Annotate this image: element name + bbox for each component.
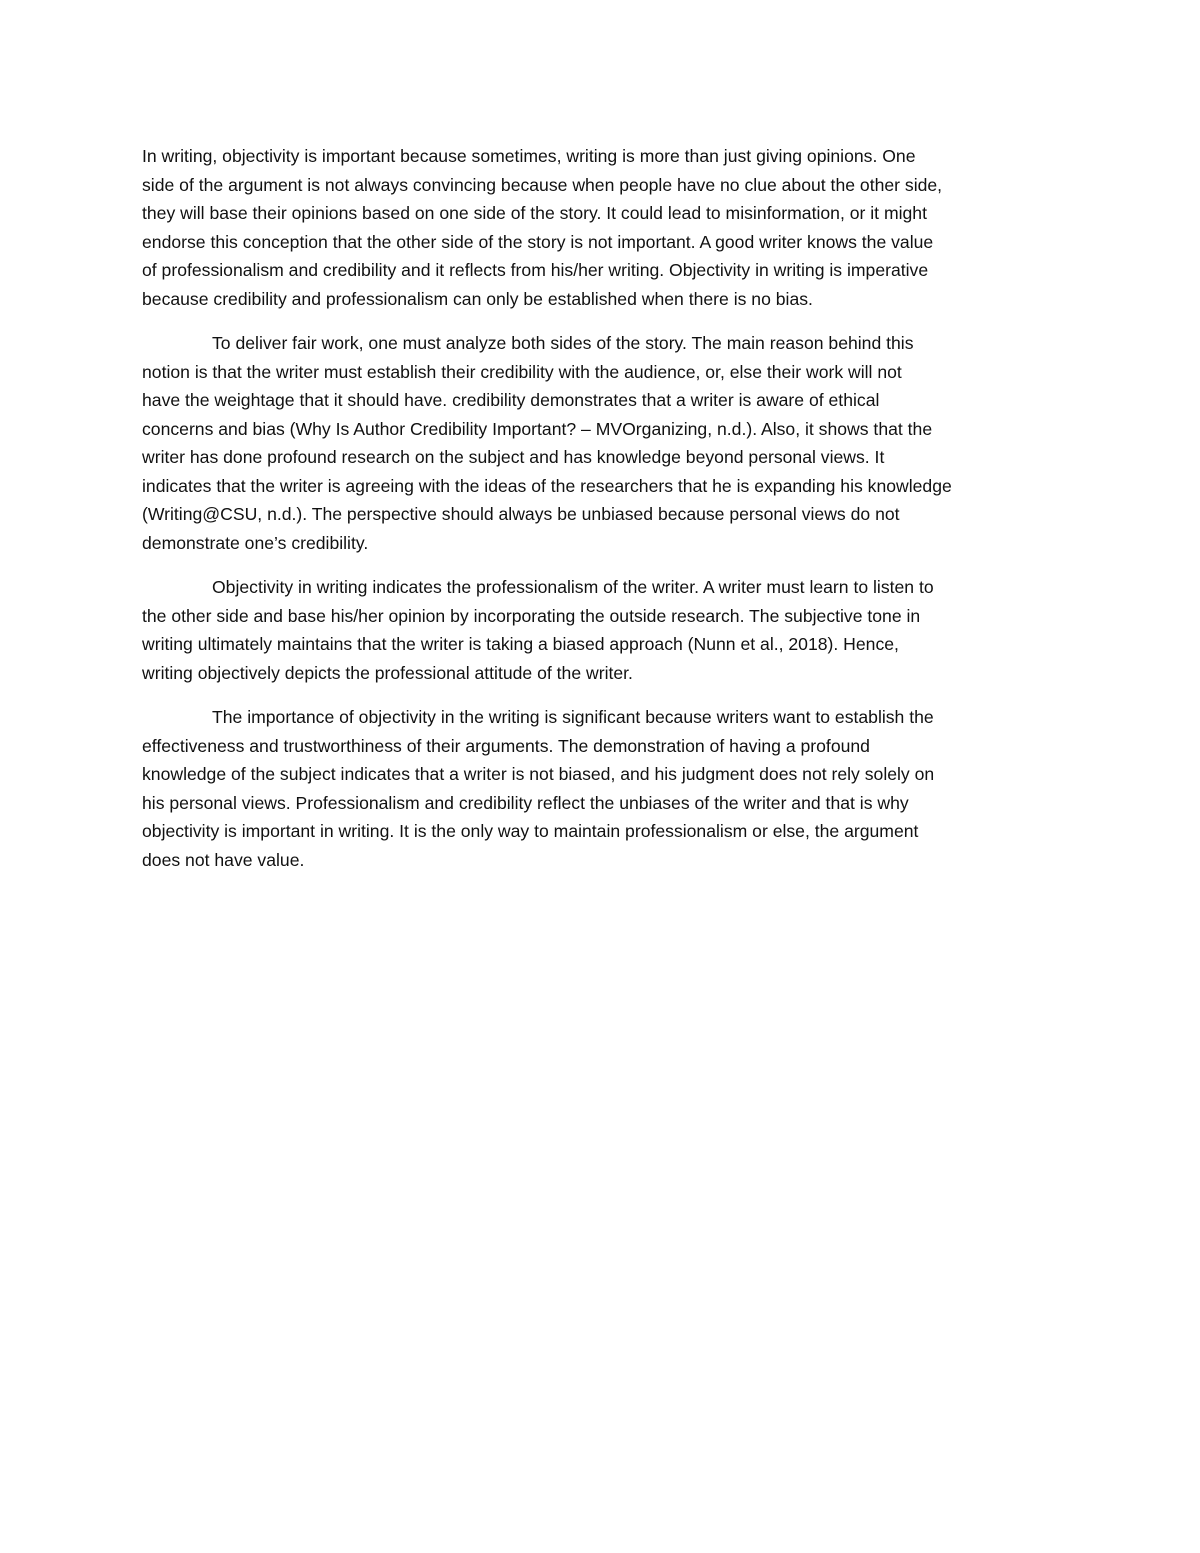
- paragraph-line: does not have value.: [142, 849, 305, 870]
- paragraph-line: concerns and bias (Why Is Author Credibility Important? – MVOrganizing, n.d.). Also, it shows that the: [142, 418, 933, 439]
- paragraph-line: endorse this conception that the other side of the story is not important. A good writer knows the value: [142, 231, 934, 252]
- paragraph-line: side of the argument is not always convincing because when people have no clue about the other side,: [142, 174, 943, 195]
- paragraph-line: notion is that the writer must establish their credibility with the audience, or, else their work will not: [142, 361, 902, 382]
- document-body: [142, 142, 1060, 890]
- paragraph-line: objectivity is important in writing. It is the only way to maintain professionalism or else, the argument: [142, 821, 919, 841]
- paragraph-line: have the weightage that it should have. credibility demonstrates that a writer is aware of ethical: [142, 390, 880, 410]
- paragraph-line: they will base their opinions based on one side of the story. It could lead to misinformation, or it might: [142, 203, 927, 223]
- paragraph-line: The importance of objectivity in the writing is significant because writers want to establish the: [212, 707, 934, 727]
- paragraph-3: [142, 573, 1060, 687]
- paragraph-line: writing objectively depicts the professional attitude of the writer.: [142, 662, 633, 683]
- paragraph-line: effectiveness and trustworthiness of their arguments. The demonstration of having a profound: [142, 735, 870, 756]
- paragraph-line: indicates that the writer is agreeing with the ideas of the researchers that he is expanding his knowledge: [142, 475, 952, 496]
- paragraph-line: his personal views. Professionalism and credibility reflect the unbiases of the writer and that is why: [142, 792, 909, 813]
- paragraph-line: To deliver fair work, one must analyze both sides of the story. The main reason behind this: [212, 333, 914, 353]
- paragraph-1: [142, 142, 1060, 313]
- paragraph-line: demonstrate one’s credibility.: [142, 532, 369, 553]
- paragraph-line: writing ultimately maintains that the writer is taking a biased approach (Nunn et al., 2018). Hence,: [142, 634, 899, 654]
- paragraph-line: of professionalism and credibility and it reflects from his/her writing. Objectivity in writing is imperative: [142, 260, 929, 280]
- paragraph-line: In writing, objectivity is important because sometimes, writing is more than just giving opinions. One: [142, 146, 916, 166]
- paragraph-line: because credibility and professionalism can only be established when there is no bias.: [142, 288, 813, 309]
- paragraph-line: (Writing@CSU, n.d.). The perspective should always be unbiased because personal views do not: [142, 504, 900, 524]
- paragraph-4: [142, 703, 1060, 874]
- paragraph-2: [142, 329, 1060, 557]
- paragraph-line: the other side and base his/her opinion by incorporating the outside research. The subjective tone in: [142, 605, 921, 626]
- paragraph-line: writer has done profound research on the subject and has knowledge beyond personal views. It: [142, 447, 885, 467]
- paragraph-line: Objectivity in writing indicates the professionalism of the writer. A writer must learn to listen to: [212, 577, 934, 597]
- paragraph-line: knowledge of the subject indicates that a writer is not biased, and his judgment does not rely solely on: [142, 764, 935, 784]
